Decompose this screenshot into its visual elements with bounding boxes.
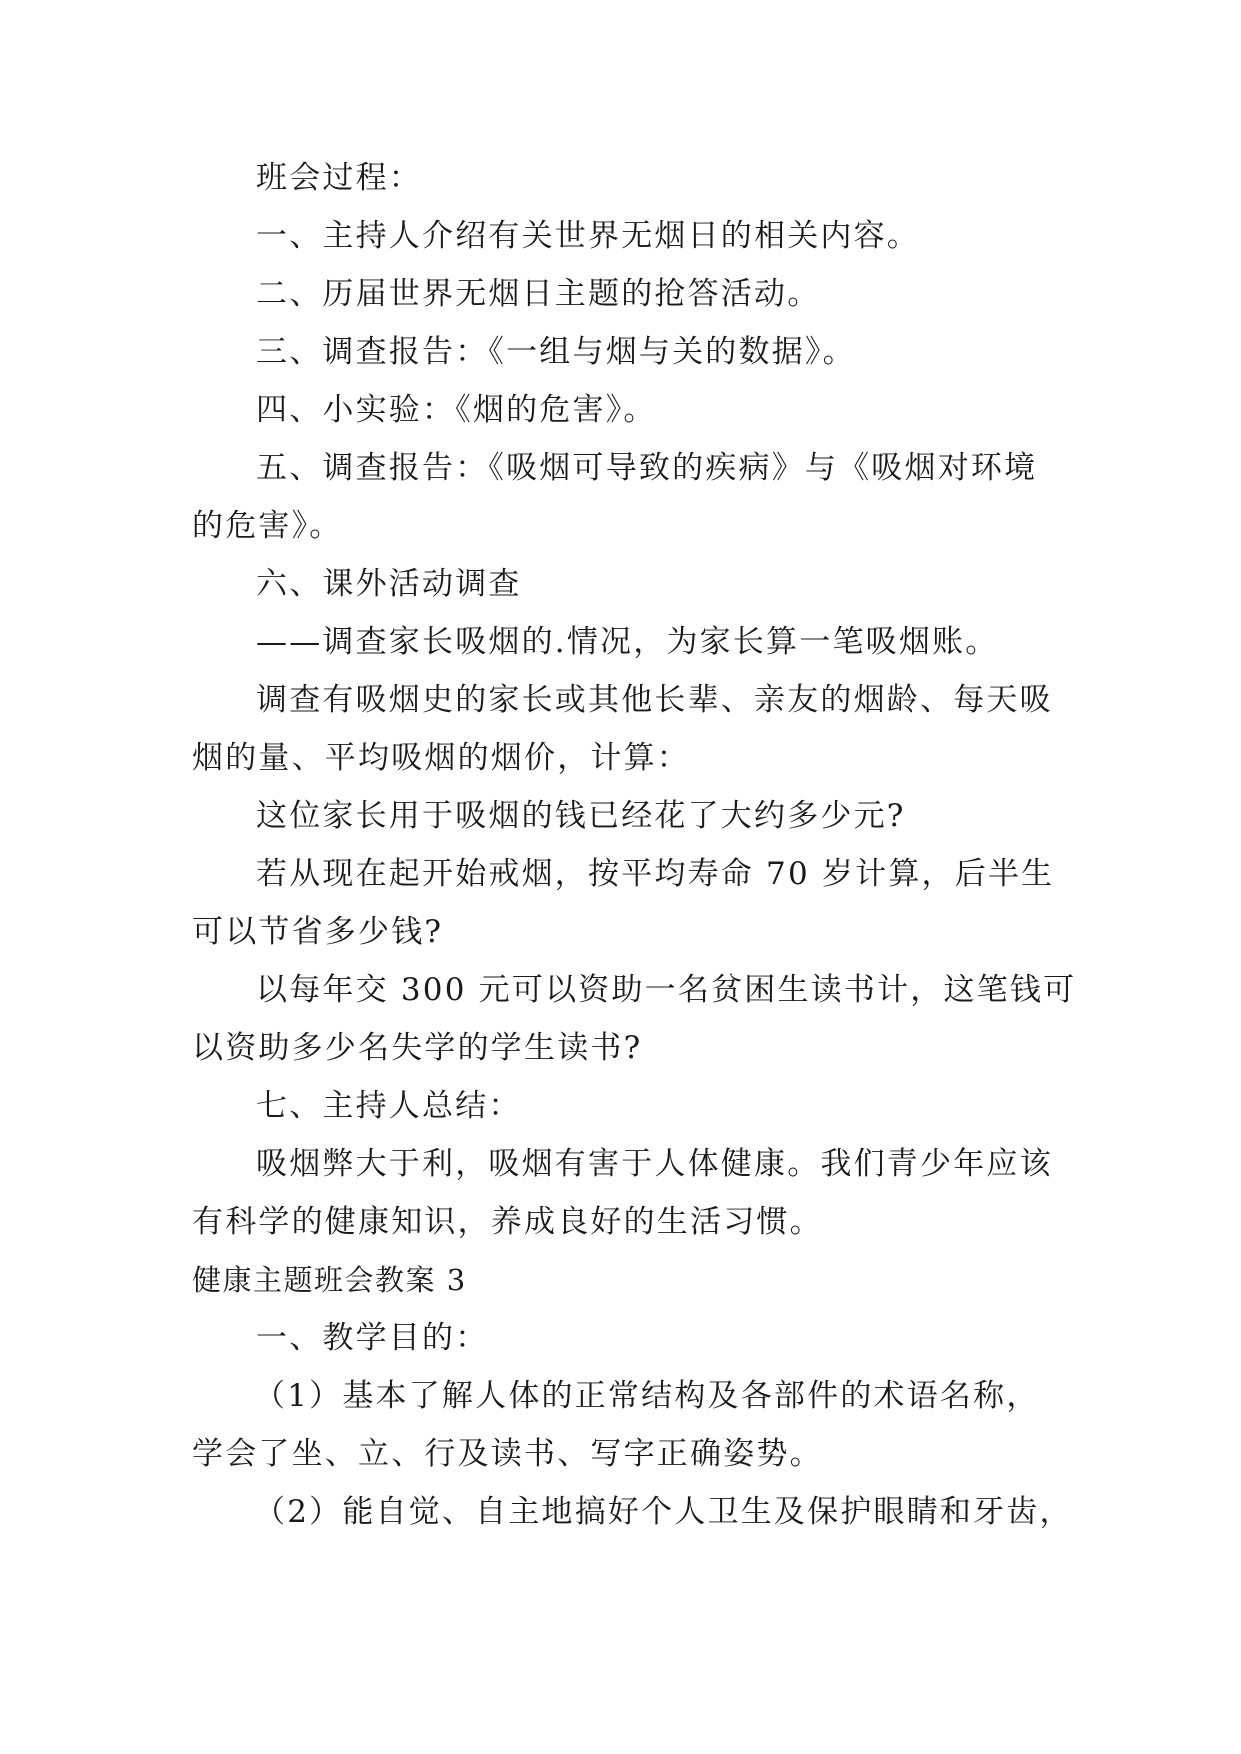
paragraph-line: 这位家长用于吸烟的钱已经花了大约多少元? (256, 798, 906, 834)
paragraph-line: 以资助多少名失学的学生读书? (192, 1030, 643, 1066)
paragraph-line: 若从现在起开始戒烟，按平均寿命 70 岁计算，后半生 (256, 856, 1055, 892)
paragraph-line: 以每年交 300 元可以资助一名贫困生读书计，这笔钱可 (256, 972, 1077, 1008)
paragraph-line: （1）基本了解人体的正常结构及各部件的术语名称， (254, 1378, 1040, 1414)
paragraph-line: ——调查家长吸烟的.情况，为家长算一笔吸烟账。 (256, 624, 999, 660)
paragraph-line: 可以节省多少钱? (192, 914, 444, 950)
paragraph-line: 吸烟弊大于利，吸烟有害于人体健康。我们青少年应该 (256, 1146, 1053, 1182)
paragraph-line: 学会了坐、立、行及读书、写字正确姿势。 (192, 1436, 823, 1472)
section-heading: 健康主题班会教案 3 (192, 1263, 467, 1297)
paragraph-line: 的危害》。 (192, 508, 343, 544)
paragraph-line: 五、调查报告：《吸烟可导致的疾病》与《吸烟对环境 (256, 450, 1038, 486)
paragraph-line: 烟的量、平均吸烟的烟价，计算： (192, 740, 690, 776)
paragraph-line: 四、小实验：《烟的危害》。 (256, 392, 657, 428)
paragraph-line: 有科学的健康知识，养成良好的生活习惯。 (192, 1204, 823, 1240)
paragraph-line: 二、历届世界无烟日主题的抢答活动。 (256, 276, 821, 312)
paragraph-line: 一、教学目的： (256, 1320, 489, 1356)
paragraph-line: 调查有吸烟史的家长或其他长辈、亲友的烟龄、每天吸 (256, 682, 1053, 718)
paragraph-line: 六、课外活动调查 (256, 566, 522, 602)
paragraph-line: 班会过程： (256, 160, 422, 196)
paragraph-line: 三、调查报告：《一组与烟与关的数据》。 (256, 334, 856, 370)
paragraph-line: 七、主持人总结： (256, 1088, 522, 1124)
paragraph-line: 一、主持人介绍有关世界无烟日的相关内容。 (256, 218, 920, 254)
document-body (192, 158, 1077, 1550)
paragraph-line: （2）能自觉、自主地搞好个人卫生及保护眼睛和牙齿， (254, 1494, 1073, 1530)
